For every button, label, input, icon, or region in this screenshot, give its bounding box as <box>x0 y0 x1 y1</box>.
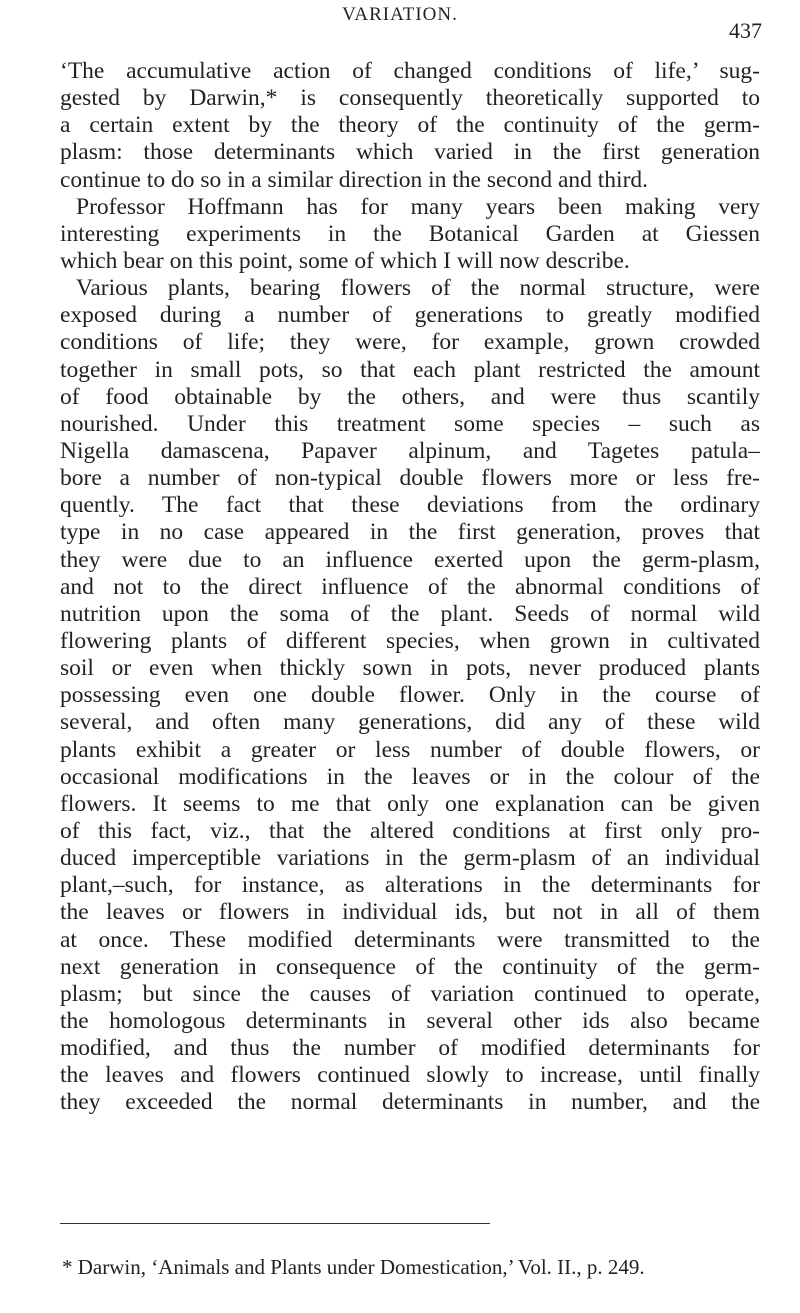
text-line: the leaves and flowers continued slowly to increase, until finally <box>60 1062 760 1089</box>
text-line: flowers. It seems to me that only one explanation can be given <box>60 790 760 817</box>
text-line: plasm; but since the causes of variation continued to operate, <box>60 980 760 1007</box>
text-line: ‘The accumulative action of changed conditions of life,’ sug- <box>60 58 760 84</box>
text-line: flowering plants of different species, when grown in cultivated <box>60 627 760 654</box>
text-line: of food obtainable by the others, and were thus scantily <box>60 383 760 410</box>
text-line: type in no case appeared in the first generation, proves that <box>60 519 760 546</box>
text-line: modified, and thus the number of modified determinants for <box>60 1035 760 1062</box>
text-line: next generation in consequence of the continuity of the germ- <box>60 953 760 980</box>
text-line: soil or even when thickly sown in pots, never produced plants <box>60 655 760 682</box>
text-line: possessing even one double flower. Only in the course of <box>60 682 760 709</box>
text-line: duced imperceptible variations in the germ-plasm of an individual <box>60 845 760 872</box>
text-line: and not to the direct influence of the abnormal conditions of <box>60 573 760 600</box>
text-line: the homologous determinants in several other ids also became <box>60 1007 760 1034</box>
footnote: * Darwin, ‘Animals and Plants under Domestication,’ Vol. II., p. 249. <box>62 1255 645 1279</box>
text-line: Professor Hoffmann has for many years been making very <box>76 193 760 220</box>
text-line: at once. These modified determinants were transmitted to the <box>60 926 760 953</box>
text-line: the leaves or flowers in individual ids, but not in all of them <box>60 899 760 926</box>
text-line: exposed during a number of generations to greatly modified <box>60 302 760 329</box>
text-line: occasional modifications in the leaves or in the colour of the <box>60 763 760 790</box>
running-head: VARIATION. <box>342 4 458 25</box>
text-line: several, and often many generations, did any of these wild <box>60 709 760 736</box>
text-line: together in small pots, so that each plant restricted the amount <box>60 356 760 383</box>
text-line: they were due to an influence exerted upon the germ-plasm, <box>60 546 760 573</box>
text-line: a certain extent by the theory of the continuity of the germ- <box>60 112 760 139</box>
text-line: bore a number of non-typical double flowers more or less fre- <box>60 465 760 492</box>
text-line: continue to do so in a similar direction in the second and third. <box>60 166 649 193</box>
text-line: nourished. Under this treatment some species – such as <box>60 410 760 437</box>
text-line: plants exhibit a greater or less number of double flowers, or <box>60 736 760 763</box>
text-line: interesting experiments in the Botanical Garden at Giessen <box>60 220 760 247</box>
text-line: which bear on this point, some of which I will now describe. <box>60 247 630 274</box>
text-line: they exceeded the normal determinants in number, and the <box>60 1089 760 1116</box>
text-line: of this fact, viz., that the altered conditions at first only pro- <box>60 817 760 844</box>
text-line: Various plants, bearing flowers of the normal structure, were <box>76 275 760 302</box>
text-line: conditions of life; they were, for example, grown crowded <box>60 329 760 356</box>
page-number: 437 <box>729 18 762 43</box>
body-text <box>60 58 760 1116</box>
text-line: Nigella damascena, Papaver alpinum, and Tagetes patula– <box>60 437 760 464</box>
text-line: nutrition upon the soma of the plant. Seeds of normal wild <box>60 600 760 627</box>
text-line: plasm: those determinants which varied in the first generation <box>60 139 760 166</box>
text-line: quently. The fact that these deviations from the ordinary <box>60 492 760 519</box>
text-line: gested by Darwin,* is consequently theoretically supported to <box>60 85 760 112</box>
text-line: plant,–such, for instance, as alterations in the determinants for <box>60 872 760 899</box>
footnote-rule <box>60 1223 490 1224</box>
